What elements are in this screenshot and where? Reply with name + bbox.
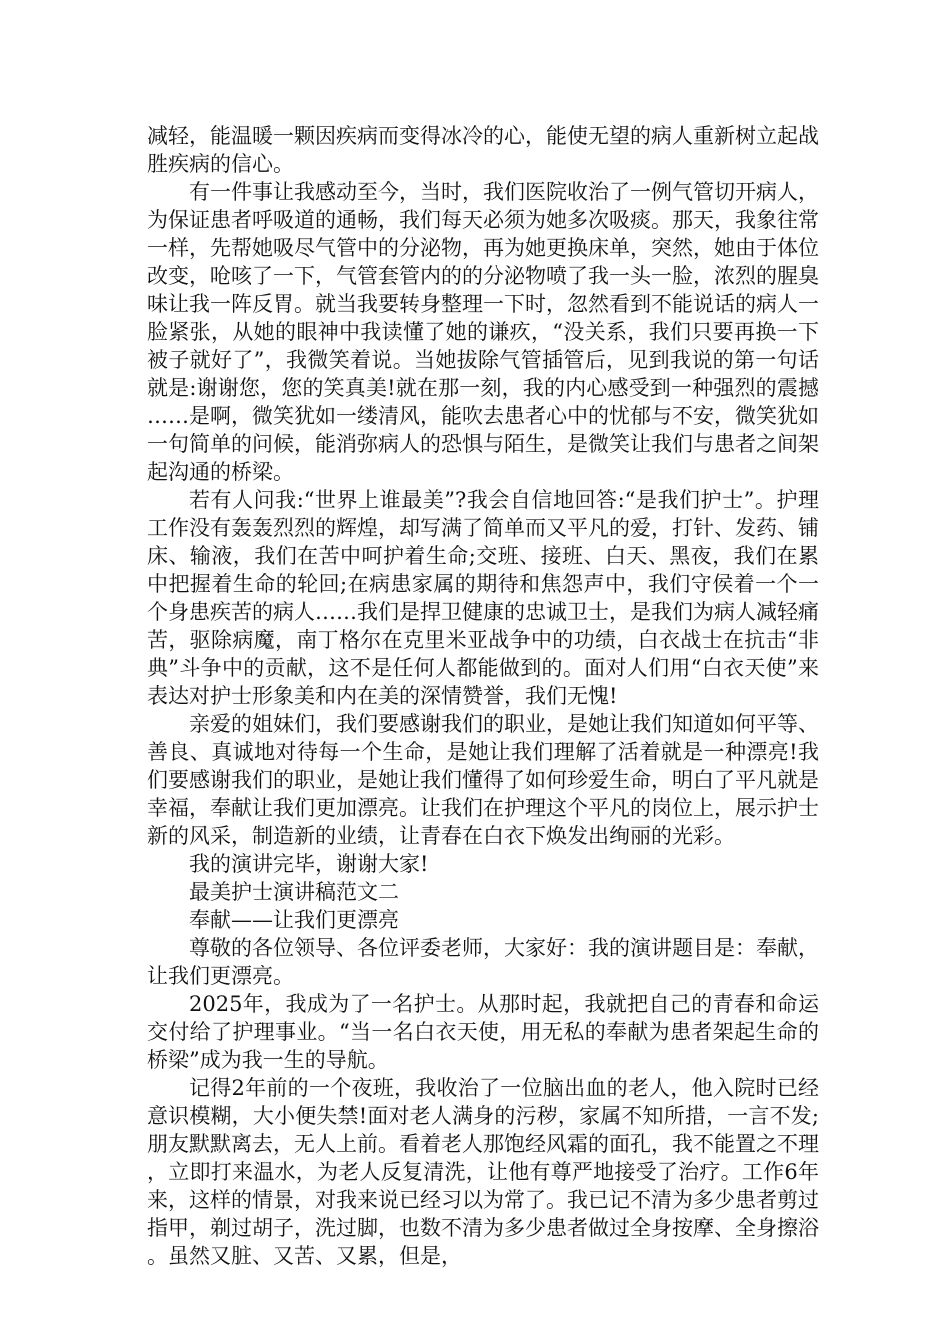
greeting-paragraph: 尊敬的各位领导、各位评委老师，大家好：我的演讲题目是：奉献，让我们更漂亮。 — [147, 936, 819, 988]
speech-title: 奉献——让我们更漂亮 — [189, 908, 399, 932]
paragraph-5: 2025年，我成为了一名护士。从那时起，我就把自己的青春和命运交付给了护理事业。“当一名白衣天使，用无私的奉献为患者架起生命的桥梁”成为我一生的导航。 — [147, 992, 819, 1072]
paragraph-4: 亲爱的姐妹们，我们要感谢我们的职业，是她让我们知道如何平等、善良、真诚地对待每一个生命，是她让我们理解了活着就是一种漂亮!我们要感谢我们的职业，是她让我们懂得了如何珍爱生命，明白了平凡就是幸福，奉献让我们更加漂亮。让我们在护理这个平凡的岗位上，展示护士新的风采，制造新的业绩，让青春在白衣下焕发出绚丽的光彩。 — [147, 712, 819, 848]
paragraph-3: 若有人问我:“世界上谁最美”?我会自信地回答:“是我们护士”。护理工作没有轰轰烈烈的辉煌，却写满了简单而又平凡的爱，打针、发药、铺床、输液，我们在苦中呵护着生命;交班、接班、白天、黑夜，我们在累中把握着生命的轮回;在病患家属的期待和焦怨声中，我们守侯着一个一个身患疾苦的病人……我们是捍卫健康的忠诚卫士，是我们为病人减轻痛苦，驱除病魔，南丁格尔在克里米亚战争中的功绩，白衣战士在抗击“非典”斗争中的贡献，这不是任何人都能做到的。面对人们用“白衣天使”来表达对护士形象美和内在美的深情赞誉，我们无愧! — [147, 488, 819, 708]
closing-line: 我的演讲完毕，谢谢大家! — [189, 852, 429, 876]
body-text — [147, 122, 819, 1270]
paragraph-2: 有一件事让我感动至今，当时，我们医院收治了一例气管切开病人，为保证患者呼吸道的通畅，我们每天必须为她多次吸痰。那天，我象往常一样，先帮她吸尽气管中的分泌物，再为她更换床单，突然，她由于体位改变，呛咳了一下，气管套管内的的分泌物喷了我一头一脸，浓烈的腥臭味让我一阵反胃。就当我要转身整理一下时，忽然看到不能说话的病人一脸紧张，从她的眼神中我读懂了她的谦疚，“没关系，我们只要再换一下被子就好了”，我微笑着说。当她拔除气管插管后，见到我说的第一句话就是:谢谢您，您的笑真美!就在那一刻，我的内心感受到一种强烈的震撼……是啊，微笑犹如一缕清风，能吹去患者心中的忧郁与不安，微笑犹如一句简单的问候，能消弥病人的恐惧与陌生，是微笑让我们与患者之间架起沟通的桥梁。 — [147, 180, 819, 484]
section-title: 最美护士演讲稿范文二 — [189, 880, 399, 904]
paragraph-6: 记得2年前的一个夜班，我收治了一位脑出血的老人，他入院时已经意识模糊，大小便失禁!面对老人满身的污秽，家属不知所措，一言不发;朋友默默离去，无人上前。看着老人那饱经风霜的面孔，我不能置之不理，立即打来温水，为老人反复清洗，让他有尊严地接受了治疗。工作6年来，这样的情景，对我来说已经习以为常了。我已记不清为多少患者剪过指甲，剃过胡子，洗过脚，也数不清为多少患者做过全身按摩、全身擦浴。虽然又脏、又苦、又累，但是， — [147, 1076, 819, 1268]
paragraph-1: 减轻，能温暖一颗因疾病而变得冰冷的心，能使无望的病人重新树立起战胜疾病的信心。 — [147, 124, 819, 176]
